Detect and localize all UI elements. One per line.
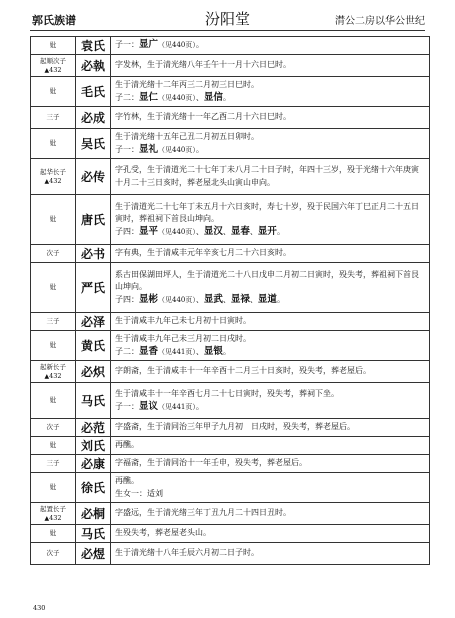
biography-cell <box>111 525 430 543</box>
biography-cell <box>111 473 430 503</box>
biography-line <box>115 111 425 124</box>
biography-text: 再醮。 <box>115 440 139 450</box>
biography-line <box>115 439 425 452</box>
biography-cell <box>111 107 430 129</box>
page-reference: （见441页） <box>158 402 196 411</box>
biography-line <box>115 457 425 470</box>
relation-tag: 三子 <box>46 459 60 467</box>
page-reference: （见440页） <box>158 93 196 102</box>
biography-cell <box>111 331 430 361</box>
genealogy-row <box>31 77 430 107</box>
child-name: 显道 <box>257 293 277 305</box>
relation-tag: 起新长子 <box>40 362 66 371</box>
relation-cell <box>31 37 76 55</box>
relation-tag: 妣 <box>49 441 57 449</box>
relation-cell <box>31 361 76 383</box>
relation-tag: 起华长子 <box>40 167 66 176</box>
page-number: 430 <box>33 604 46 612</box>
biography-line <box>115 39 425 52</box>
relation-tag: 起顺次子 <box>40 56 66 65</box>
biography-line <box>115 401 425 414</box>
biography-text: 。 <box>222 346 231 356</box>
biography-cell <box>111 383 430 419</box>
biography-cell <box>111 245 430 263</box>
genealogy-row <box>31 525 430 543</box>
relation-cell <box>31 159 76 195</box>
biography-cell <box>111 195 430 245</box>
relation-cell <box>31 245 76 263</box>
relation-tag: 次子 <box>46 249 60 257</box>
biography-text: 子一： <box>115 40 139 50</box>
biography-cell <box>111 55 430 77</box>
biography-text: 子一： <box>115 144 139 154</box>
biography-text: 、 <box>222 226 231 236</box>
person-name: 必執 <box>76 55 111 77</box>
person-name: 必书 <box>76 245 111 263</box>
biography-text: 。 <box>195 40 204 50</box>
genealogy-row <box>31 195 430 245</box>
genealogy-row <box>31 455 430 473</box>
person-name: 必成 <box>76 107 111 129</box>
person-name: 严氏 <box>76 263 111 313</box>
person-name: 必泽 <box>76 313 111 331</box>
relation-tag: 次子 <box>46 549 60 557</box>
person-name: 唐氏 <box>76 195 111 245</box>
biography-text: 、 <box>222 294 231 304</box>
biography-text: 再醮。 <box>115 476 139 485</box>
biography-cell <box>111 77 430 107</box>
reference-marker <box>31 177 75 186</box>
biography-text: 子四： <box>115 294 139 304</box>
biography-text: 。 <box>222 92 231 102</box>
biography-text: 生于清道光二十七年丁未五月十六日亥时，寿七十岁，殁于民国六年丁巳正月二十五日寅时，葬祖祠下首艮山坤向。 <box>115 201 419 224</box>
genealogy-row <box>31 503 430 525</box>
genealogy-row <box>31 245 430 263</box>
triangle-icon: ▲ <box>44 372 50 380</box>
person-name: 必桐 <box>76 503 111 525</box>
biography-text: 生于清光绪十八年壬辰六月初二日子时。 <box>115 548 259 558</box>
relation-tag: 妣 <box>49 341 57 349</box>
relation-cell <box>31 129 76 159</box>
biography-cell <box>111 129 430 159</box>
genealogy-row <box>31 361 430 383</box>
page-reference: （见440页） <box>158 145 196 154</box>
biography-text: 。 <box>276 226 285 236</box>
person-name: 必范 <box>76 419 111 437</box>
biography-cell <box>111 37 430 55</box>
child-name: 显禄 <box>230 293 250 305</box>
biography-text: 子二： <box>115 92 139 102</box>
relation-cell <box>31 313 76 331</box>
relation-tag: 妣 <box>49 396 57 404</box>
biography-line <box>115 92 425 105</box>
biography-text: 生于清光绪十五年己丑二月初五日卯时。 <box>115 132 259 141</box>
child-name: 显议 <box>139 400 159 412</box>
child-name: 显汉 <box>203 225 223 237</box>
genealogy-row <box>31 37 430 55</box>
child-name: 显仁 <box>139 91 159 103</box>
relation-cell <box>31 419 76 437</box>
biography-cell <box>111 437 430 455</box>
biography-text: 字发林，生于清光绪八年壬午十一月十六日巳时。 <box>115 60 291 70</box>
biography-text: 生女一：适刘 <box>115 488 163 498</box>
person-name: 必炽 <box>76 361 111 383</box>
biography-text: 、 <box>249 226 258 236</box>
biography-text: 字孔受，生于清道光二十七年丁未八月二十日子时，年四十三岁，殁于光绪十六年庚寅十月二十三日亥时，葬老屋北头山寅山申向。 <box>115 165 419 187</box>
biography-text: 子二： <box>115 346 139 356</box>
child-name: 显礼 <box>139 143 159 155</box>
relation-tag: 妣 <box>49 41 57 49</box>
biography-text: 、 <box>195 294 204 304</box>
genealogy-row <box>31 263 430 313</box>
child-name: 显彬 <box>139 293 159 305</box>
relation-cell <box>31 55 76 77</box>
biography-text: 生于清咸丰十一年辛酉七月二十七日寅时，殁失考，葬祠下坐。 <box>115 389 339 398</box>
genealogy-row <box>31 383 430 419</box>
triangle-icon: ▲ <box>44 514 50 522</box>
relation-cell <box>31 263 76 313</box>
relation-tag: 妣 <box>49 529 57 537</box>
child-name: 显信 <box>203 91 223 103</box>
biography-line <box>115 247 425 260</box>
biography-text: 字有典，生于清咸丰元年辛亥七月二十六日亥时。 <box>115 248 291 258</box>
biography-line <box>115 269 425 294</box>
child-name: 显平 <box>139 225 159 237</box>
biography-text: 、 <box>195 92 204 102</box>
biography-cell <box>111 263 430 313</box>
biography-text: 生于清光绪十二年丙三二月初三日巳时。 <box>115 80 259 89</box>
child-name: 显香 <box>139 345 159 357</box>
relation-tag: 妣 <box>49 87 57 95</box>
genealogy-row <box>31 543 430 565</box>
person-name: 马氏 <box>76 525 111 543</box>
header-rule <box>30 30 425 31</box>
person-name: 毛氏 <box>76 77 111 107</box>
biography-cell <box>111 455 430 473</box>
biography-line <box>115 507 425 520</box>
relation-cell <box>31 383 76 419</box>
biography-text: 生于清咸丰九年己未三月初二日戌时。 <box>115 334 251 343</box>
reference-marker <box>31 66 75 75</box>
relation-cell <box>31 455 76 473</box>
reference-page: 432 <box>49 65 62 74</box>
page-reference: （见441页） <box>158 347 196 356</box>
relation-tag: 妣 <box>49 139 57 147</box>
genealogy-row <box>31 313 430 331</box>
genealogy-row <box>31 473 430 503</box>
relation-tag: 妣 <box>49 215 57 223</box>
relation-cell <box>31 331 76 361</box>
child-name: 显武 <box>203 293 223 305</box>
genealogy-row <box>31 437 430 455</box>
genealogy-title: 郭氏族谱 <box>32 14 76 27</box>
page-header <box>0 0 455 38</box>
genealogy-row <box>31 107 430 129</box>
page-reference: （见440页） <box>158 295 196 304</box>
biography-text: 生殁失考，葬老屋老头山。 <box>115 528 211 538</box>
relation-tag: 起置长子 <box>40 504 66 513</box>
relation-tag: 三子 <box>46 317 60 325</box>
relation-tag: 妣 <box>49 483 57 491</box>
biography-line <box>115 131 425 144</box>
reference-marker <box>31 372 75 381</box>
relation-cell <box>31 107 76 129</box>
child-name: 显春 <box>230 225 250 237</box>
relation-cell <box>31 195 76 245</box>
person-name: 马氏 <box>76 383 111 419</box>
biography-line <box>115 365 425 378</box>
reference-marker <box>31 514 75 523</box>
person-name: 吴氏 <box>76 129 111 159</box>
biography-text: 。 <box>276 294 285 304</box>
child-name: 显广 <box>139 39 159 51</box>
biography-text: 、 <box>195 346 204 356</box>
genealogy-row <box>31 55 430 77</box>
biography-text: 系古田保湖田坪人，生于清道光二十八日戊申二月初二日寅时，殁失考，葬祖祠下首艮山坤向。 <box>115 269 419 292</box>
person-name: 必康 <box>76 455 111 473</box>
biography-line <box>115 79 425 92</box>
relation-cell <box>31 525 76 543</box>
biography-cell <box>111 361 430 383</box>
biography-text: 字竹林，生于清光绪十一年乙酉二月十六日巳时。 <box>115 112 291 122</box>
relation-tag: 妣 <box>49 283 57 291</box>
biography-line <box>115 226 425 239</box>
page-reference: （见440页） <box>158 227 196 236</box>
person-name: 必煜 <box>76 543 111 565</box>
person-name: 徐氏 <box>76 473 111 503</box>
relation-tag: 次子 <box>46 423 60 431</box>
relation-cell <box>31 543 76 565</box>
biography-line <box>115 547 425 560</box>
biography-line <box>115 421 425 434</box>
biography-text: 字盛斋，生于清同治三年甲子九月初 日戌时，殁失考，葬老屋后。 <box>115 422 355 432</box>
genealogy-table <box>30 36 430 565</box>
reference-page: 432 <box>49 371 62 380</box>
person-name: 黄氏 <box>76 331 111 361</box>
biography-text: 字盛远，生于清光绪三年丁丑九月二十四日丑时。 <box>115 508 291 518</box>
person-name: 必传 <box>76 159 111 195</box>
triangle-icon: ▲ <box>44 66 50 74</box>
biography-line <box>115 475 425 488</box>
biography-line <box>115 294 425 307</box>
person-name: 袁氏 <box>76 37 111 55</box>
biography-text: 子四： <box>115 226 139 236</box>
genealogy-row <box>31 419 430 437</box>
biography-cell <box>111 543 430 565</box>
biography-line <box>115 315 425 328</box>
person-name: 刘氏 <box>76 437 111 455</box>
reference-page: 432 <box>49 176 62 185</box>
biography-text: 字福斋，生于清同治十一年壬申，殁失考，葬老屋后。 <box>115 458 307 468</box>
genealogy-row <box>31 331 430 361</box>
biography-cell <box>111 313 430 331</box>
biography-line <box>115 527 425 540</box>
child-name: 显银 <box>203 345 223 357</box>
page-reference: （见440页） <box>158 41 196 50</box>
relation-cell <box>31 503 76 525</box>
biography-cell <box>111 503 430 525</box>
biography-text: 、 <box>195 226 204 236</box>
biography-line <box>115 388 425 401</box>
biography-text: 生于清咸丰九年己未七月初十日寅时。 <box>115 316 251 326</box>
biography-line <box>115 59 425 72</box>
biography-text: 。 <box>195 144 204 154</box>
reference-page: 432 <box>49 513 62 522</box>
biography-line <box>115 488 425 501</box>
genealogy-row <box>31 159 430 195</box>
biography-text: 、 <box>249 294 258 304</box>
biography-line <box>115 144 425 157</box>
relation-tag: 三子 <box>46 113 60 121</box>
genealogy-row <box>31 129 430 159</box>
biography-cell <box>111 419 430 437</box>
relation-cell <box>31 77 76 107</box>
biography-text: 子一： <box>115 401 139 411</box>
biography-text: 。 <box>195 401 204 411</box>
relation-cell <box>31 473 76 503</box>
biography-line <box>115 164 425 189</box>
biography-line <box>115 201 425 226</box>
biography-line <box>115 333 425 346</box>
hall-name: 汾阳堂 <box>204 10 250 28</box>
biography-cell <box>111 159 430 195</box>
child-name: 显开 <box>257 225 277 237</box>
branch-title: 潸公二房以华公世纪 <box>335 16 425 27</box>
biography-text: 字朗斋，生于清咸丰十一年辛酉十二月三十日亥时，殁失考，葬老屋后。 <box>115 366 371 376</box>
triangle-icon: ▲ <box>44 177 50 185</box>
biography-line <box>115 346 425 359</box>
relation-cell <box>31 437 76 455</box>
